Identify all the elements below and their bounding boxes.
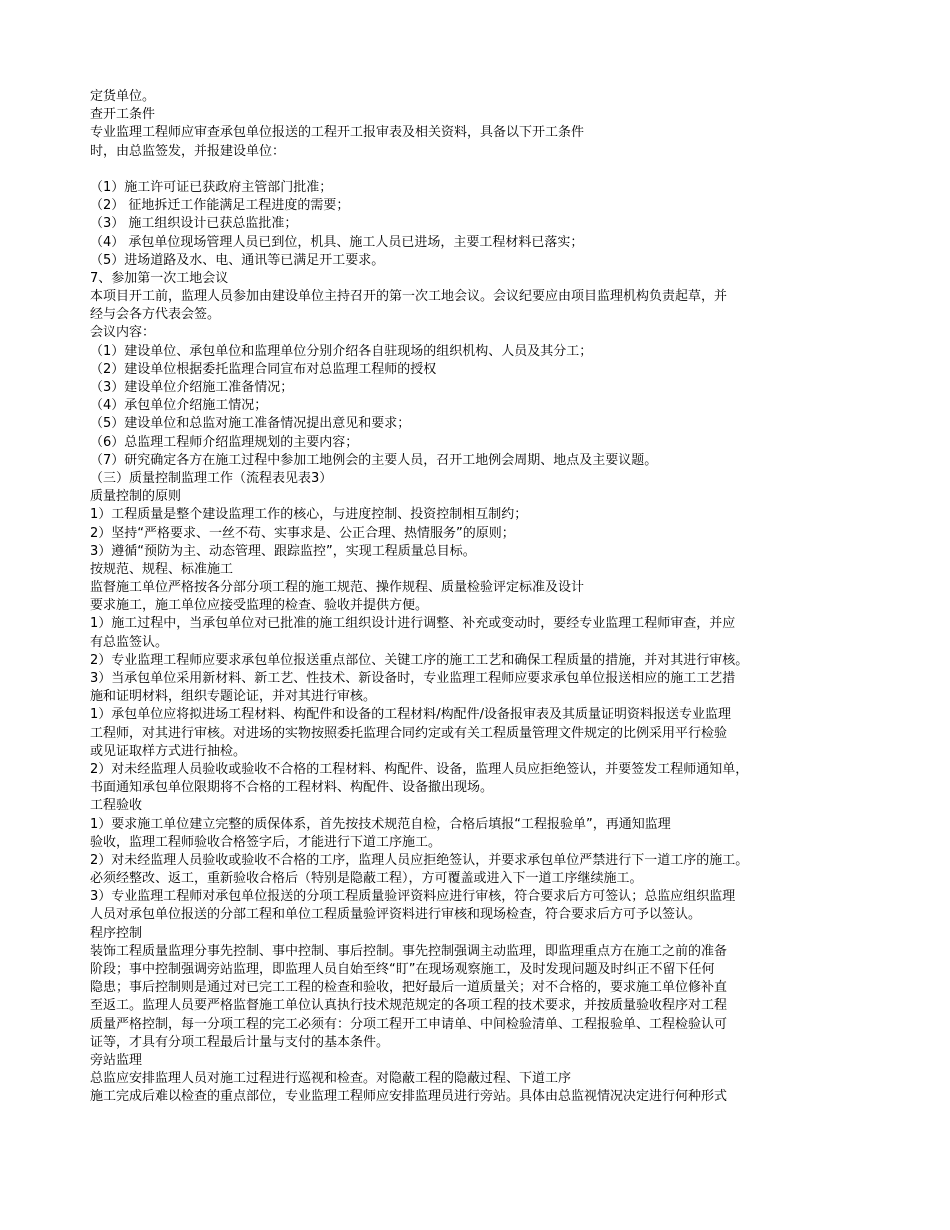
text-line: 1）施工过程中，当承包单位对已批准的施工组织设计进行调整、补充或变动时，要经专业监理工程师审查，并应 [90, 616, 736, 632]
text-line: 1）承包单位应将拟进场工程材料、构配件和设备的工程材料/构配件/设备报审表及其质量证明资料报送专业监理 [90, 707, 732, 723]
text-line: （3） 施工组织设计已获总监批准； [90, 216, 298, 232]
text-line: 3）当承包单位采用新材料、新工艺、性技术、新设备时，专业监理工程师应要求承包单位报送相应的施工工艺措 [90, 671, 736, 686]
text-line: （7）研究确定各方在施工过程中参加工地例会的主要人员，召开工地例会周期、地点及主要议题。 [90, 452, 658, 468]
text-line: 定货单位。 [90, 89, 156, 104]
text-line: 工程师，对其进行审核。对进场的实物按照委托监理合同约定或有关工程质量管理文件规定的比例采用平行检验 [90, 725, 728, 741]
text-line: 查开工条件 [90, 107, 156, 123]
text-line: 3）专业监理工程师对承包单位报送的分项工程质量验评资料应进行审核，符合要求后方可签认；总监应组织监理 [90, 889, 736, 905]
text-line: （5）建设单位和总监对施工准备情况提出意见和要求； [90, 416, 411, 432]
text-line: 质量控制的原则 [90, 489, 182, 505]
text-line: 会议内容： [90, 325, 156, 341]
blank-line [90, 161, 880, 179]
text-line: 施工完成后难以检查的重点部位，专业监理工程师应安排监理员进行旁站。具体由总监视情况决定进行何种形式 [90, 1089, 728, 1105]
text-line: 书面通知承包单位限期将不合格的工程材料、构配件、设备撤出现场。 [90, 780, 494, 796]
text-line: 2）对未经监理人员验收或验收不合格的工序，监理人员应拒绝签认，并要求承包单位严禁进行下一道工序的施工。 [90, 852, 749, 868]
text-line: （1）建设单位、承包单位和监理单位分别介绍各自驻现场的组织机构、人员及其分工； [90, 343, 593, 359]
text-line: 3）遵循“预防为主、动态管理、跟踪监控”，实现工程质量总目标。 [90, 543, 476, 559]
text-line: 按规范、规程、标准施工 [90, 561, 234, 577]
text-line: 质量严格控制，每一分项工程的完工必须有：分项工程开工申请单、中间检验清单、工程报验单、工程检验认可 [90, 1016, 728, 1032]
text-line: （6）总监理工程师介绍监理规划的主要内容； [90, 434, 359, 450]
text-line: （2）建设单位根据委托监理合同宣布对总监理工程师的授权 [90, 361, 437, 377]
text-line: 必须经整改、返工，重新验收合格后（特别是隐蔽工程），方可覆盖或进入下一道工序继续施工。 [90, 871, 643, 887]
text-line: 2）坚持“严格要求、一丝不苟、实事求是、公正合理、热情服务”的原则； [90, 525, 515, 541]
text-line: 7、参加第一次工地会议 [90, 270, 229, 286]
text-line: （1）施工许可证已获政府主管部门批准； [90, 179, 333, 195]
text-line: 时，由总监签发，并报建设单位： [90, 143, 286, 159]
text-line: （5）进场道路及水、电、通讯等已满足开工要求。 [90, 252, 385, 268]
text-line: 至返工。监理人员要严格监督施工单位认真执行技术规范规定的各项工程的技术要求，并按质量验收程序对工程 [90, 998, 728, 1014]
text-line: （2） 征地拆迁工作能满足工程进度的需要； [90, 198, 350, 214]
text-line: 总监应安排监理人员对施工过程进行巡视和检查。对隐蔽工程的隐蔽过程、下道工序 [90, 1071, 572, 1087]
text-line: 验收，监理工程师验收合格签字后，才能进行下道工序施工。 [90, 834, 442, 850]
text-line: 阶段；事中控制强调旁站监理，即监理人员自始至终“盯”在现场观察施工，及时发现问题及时纠正不留下任何 [90, 962, 715, 977]
text-line: （3）建设单位介绍施工准备情况； [90, 380, 294, 395]
text-line: 本项目开工前，监理人员参加由建设单位主持召开的第一次工地会议。会议纪要应由项目监理机构负责起草，并 [90, 289, 728, 305]
text-line: 或见证取样方式进行抽检。 [90, 743, 247, 759]
text-line: 程序控制 [90, 925, 143, 941]
text-line: 装饰工程质量监理分事先控制、事中控制、事后控制。事先控制强调主动监理，即监理重点方在施工之前的准备 [90, 943, 728, 959]
text-line: （4） 承包单位现场管理人员已到位，机具、施工人员已进场，主要工程材料已落实； [90, 234, 584, 250]
text-line: （4）承包单位介绍施工情况； [90, 398, 268, 414]
text-line: 1）工程质量是整个建设监理工作的核心，与进度控制、投资控制相互制约； [90, 507, 528, 523]
text-line: 旁站监理 [90, 1052, 143, 1068]
text-line: （三）质量控制监理工作（流程表见表3） [90, 470, 333, 486]
text-line: 隐患；事后控制则是通过对已完工工程的检查和验收，把好最后一道质量关；对不合格的，要求施工单位修补直 [90, 980, 728, 996]
text-line: 工程验收 [90, 798, 143, 814]
text-line: 2）专业监理工程师应要求承包单位报送重点部位、关键工序的施工工艺和确保工程质量的措施，并对其进行审核。 [90, 652, 749, 668]
text-line: 经与会各方代表会签。 [90, 307, 221, 323]
text-line: 专业监理工程师应审查承包单位报送的工程开工报审表及相关资料，具备以下开工条件 [90, 125, 585, 141]
text-line: 监督施工单位严格按各分部分项工程的施工规范、操作规程、质量检验评定标准及设计 [90, 580, 585, 596]
text-line: 证等，才具有分项工程最后计量与支付的基本条件。 [90, 1034, 390, 1050]
text-line: 1）要求施工单位建立完整的质保体系，首先按技术规范自检，合格后填报“工程报验单”，再通知监理 [90, 816, 671, 832]
text-line: 人员对承包单位报送的分部工程和单位工程质量验评资料进行审核和现场检查，符合要求后方可予以签认。 [90, 907, 702, 923]
document-body [90, 88, 880, 1107]
text-line: 要求施工，施工单位应接受监理的检查、验收并提供方便。 [90, 598, 429, 614]
text-line: 施和证明材料，组织专题论证，并对其进行审核。 [90, 689, 377, 705]
text-line: 有总监签认。 [90, 634, 169, 650]
text-line: 2）对未经监理人员验收或验收不合格的工程材料、构配件、设备，监理人员应拒绝签认，并要签发工程师通知单， [90, 761, 749, 777]
